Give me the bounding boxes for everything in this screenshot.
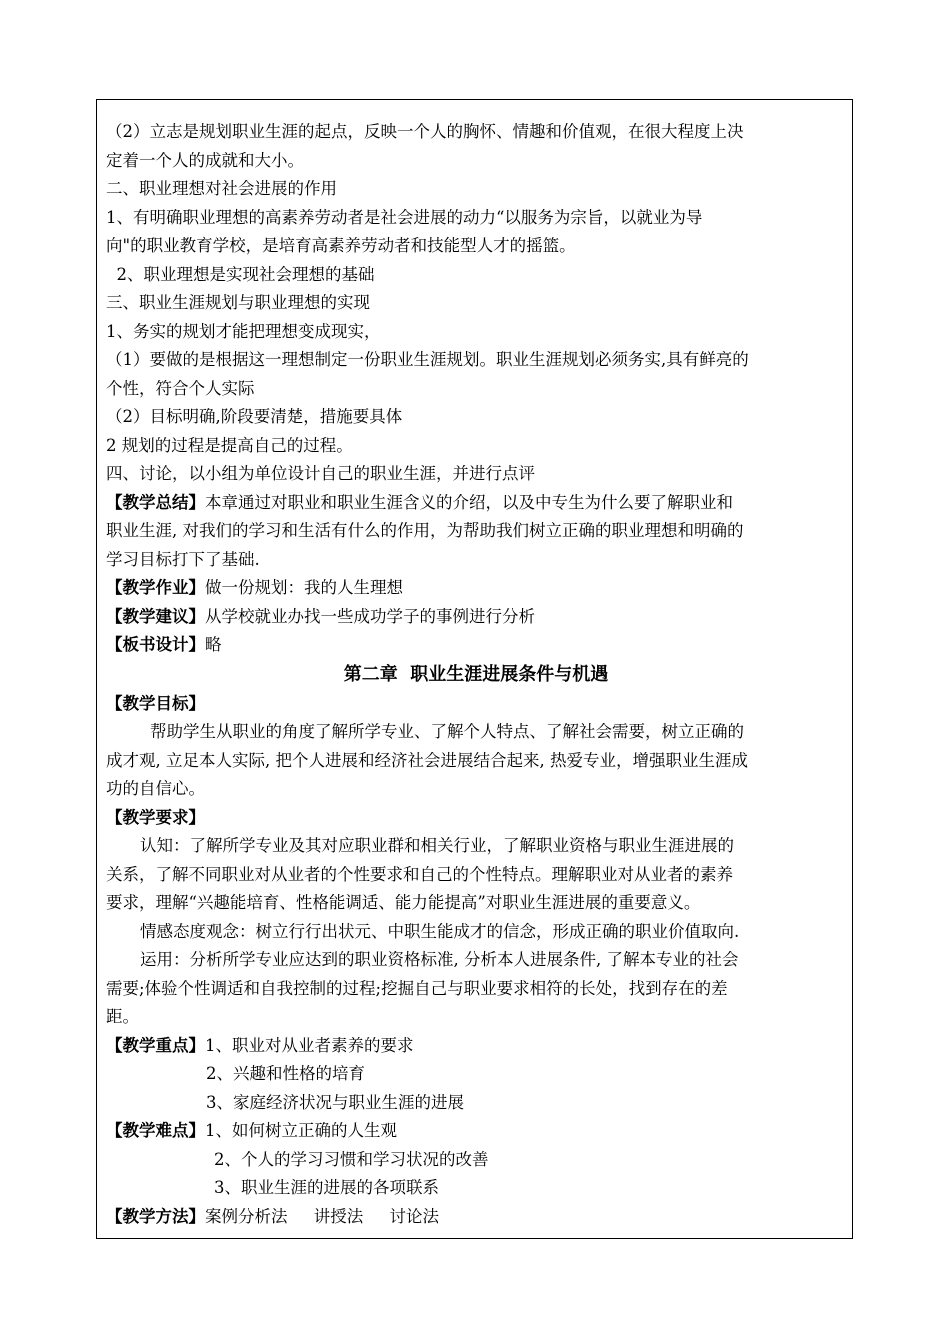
paragraph: （1）要做的是根据这一理想制定一份职业生涯规划。职业生涯规划必须务实,具有鲜亮的 <box>106 350 749 369</box>
paragraph: 情感态度观念：树立行行出状元、中职生能成才的信念，形成正确的职业价值取向. <box>140 921 740 941</box>
paragraph: 运用：分析所学专业应达到的职业资格标准, 分析本人进展条件, 了解本专业的社会 <box>140 950 739 969</box>
board-text: 略 <box>205 635 222 654</box>
difficult-points <box>106 1117 846 1146</box>
homework-label: 【教学作业】 <box>106 578 205 597</box>
method-text: 案例分析法 讲授法 讨论法 <box>205 1206 439 1226</box>
requirement-label: 【教学要求】 <box>106 807 205 827</box>
paragraph: 功的自信心。 <box>106 779 205 798</box>
paragraph: 个性，符合个人实际 <box>106 378 255 398</box>
difficulty-item: 2、个人的学习习惯和学习状况的改善 <box>214 1149 489 1169</box>
paragraph: （2）立志是规划职业生涯的起点，反映一个人的胸怀、情趣和价值观，在很大程度上决 <box>106 122 744 141</box>
paragraph: 1、务实的规划才能把理想变成现实， <box>106 321 381 341</box>
paragraph: 关系，了解不同职业对从业者的个性要求和自己的个性特点。理解职业对从业者的素养 <box>106 864 733 884</box>
goal-label: 【教学目标】 <box>106 693 205 713</box>
key-item: 3、家庭经济状况与职业生涯的进展 <box>206 1092 464 1112</box>
section-heading: 四、讨论，以小组为单位设计自己的职业生涯，并进行点评 <box>106 464 535 483</box>
board-label: 【板书设计】 <box>106 635 205 654</box>
key-item: 2、兴趣和性格的培育 <box>206 1064 365 1083</box>
content-table-cell <box>96 99 853 1239</box>
teaching-homework <box>106 574 846 603</box>
section-heading: 三、职业生涯规划与职业理想的实现 <box>106 293 370 312</box>
paragraph: 需要;体验个性调适和自我控制的过程;挖掘自己与职业要求相符的长处，找到存在的差 <box>106 978 728 998</box>
key-item: 1、职业对从业者素养的要求 <box>205 1035 414 1055</box>
teaching-advice <box>106 603 846 632</box>
difficulty-label: 【教学难点】 <box>106 1121 205 1140</box>
summary-label: 【教学总结】 <box>106 492 205 512</box>
method-label: 【教学方法】 <box>106 1206 205 1226</box>
paragraph: 学习目标打下了基础. <box>106 549 260 569</box>
paragraph: 认知：了解所学专业及其对应职业群和相关行业，了解职业资格与职业生涯进展的 <box>140 836 734 855</box>
summary-text: 本章通过对职业和职业生涯含义的介绍，以及中专生为什么要了解职业和 <box>205 492 733 512</box>
difficulty-item: 1、如何树立正确的人生观 <box>205 1121 397 1140</box>
section-heading: 二、职业理想对社会进展的作用 <box>106 179 337 198</box>
key-label: 【教学重点】 <box>106 1035 205 1055</box>
teaching-methods <box>106 1203 846 1232</box>
paragraph: 要求，理解“兴趣能培育、性格能调适、能力能提高”对职业生涯进展的重要意义。 <box>106 893 701 912</box>
chapter-title: 第二章 职业生涯进展条件与机遇 <box>343 663 609 685</box>
paragraph: 成才观, 立足本人实际, 把个人进展和经济社会进展结合起来, 热爱专业，增强职业生涯成 <box>106 750 748 770</box>
document-body <box>106 118 846 1231</box>
board-design <box>106 631 846 660</box>
paragraph: （2）目标明确,阶段要清楚，措施要具体 <box>106 407 403 426</box>
advice-label: 【教学建议】 <box>106 606 205 626</box>
teaching-summary <box>106 489 846 518</box>
paragraph: 帮助学生从职业的角度了解所学专业、了解个人特点、了解社会需要，树立正确的 <box>150 722 744 741</box>
paragraph: 定着一个人的成就和大小。 <box>106 150 304 170</box>
difficulty-item: 3、职业生涯的进展的各项联系 <box>214 1178 439 1197</box>
advice-text: 从学校就业办找一些成功学子的事例进行分析 <box>205 606 535 626</box>
key-points <box>106 1032 846 1061</box>
homework-text: 做一份规划：我的人生理想 <box>205 578 403 597</box>
paragraph: 向"的职业教育学校，是培育高素养劳动者和技能型人才的摇篮。 <box>106 236 576 255</box>
paragraph: 距。 <box>106 1007 139 1026</box>
paragraph: 职业生涯, 对我们的学习和生活有什么的作用，为帮助我们树立正确的职业理想和明确的 <box>106 521 744 540</box>
paragraph: 2 规划的过程是提高自己的过程。 <box>106 435 353 455</box>
paragraph: 1、有明确职业理想的高素养劳动者是社会进展的动力“以服务为宗旨，以就业为导 <box>106 207 703 227</box>
paragraph: 2、职业理想是实现社会理想的基础 <box>106 264 375 284</box>
